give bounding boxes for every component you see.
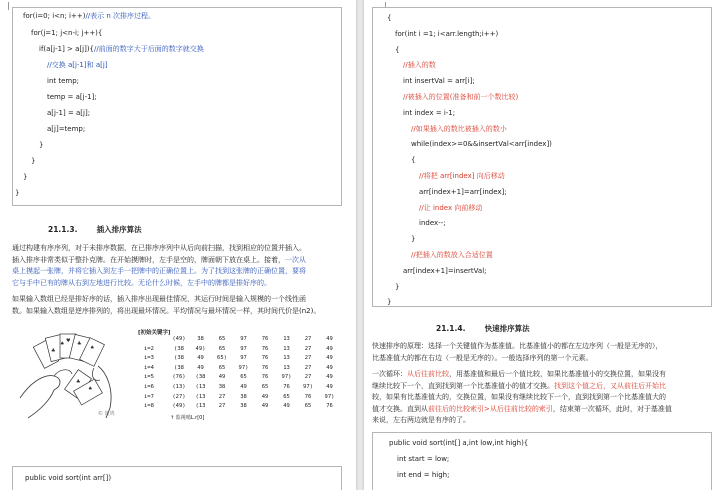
highlighted-text: 前往后的比较索引>从后往前比较的索引: [428, 404, 553, 413]
table-cell: 49: [326, 336, 333, 342]
code-text: temp = a[j-1];: [47, 93, 97, 101]
table-cell: 65: [218, 345, 226, 352]
left-page: [0, 0, 356, 490]
table-cell: 65: [304, 403, 312, 410]
table-cell: 49: [326, 364, 333, 371]
highlighted-text: 找到这个值之后，又从前往后开始比: [554, 381, 666, 390]
table-cell: (38: [174, 355, 184, 362]
code-comment: //前面的数字大于后面的数字就交换: [94, 45, 204, 53]
svg-text:♣: ♣: [51, 348, 56, 354]
table-cell: 65): [217, 355, 227, 362]
table-cell: 38: [240, 393, 247, 400]
table-cell: (13: [195, 384, 206, 390]
code-text: }: [39, 141, 44, 149]
code-line: int end = high;: [397, 471, 450, 479]
table-cell: 65: [240, 374, 247, 381]
table-cell: 49: [261, 403, 269, 410]
code-line: int start = low;: [397, 455, 450, 463]
table-cell: 97): [238, 364, 249, 371]
code-comment: //将把 arr[index] 向后移动: [419, 172, 505, 180]
svg-text:♣: ♣: [76, 379, 81, 385]
table-cell: 76: [304, 393, 312, 400]
text-run: ，结束第一次循环，此时，对于基准值: [552, 404, 672, 413]
table-row-label: i=2: [144, 345, 154, 352]
table-cell: (13: [195, 393, 206, 400]
code-line: while(index>=0&&insertVal<arr[index]): [411, 140, 552, 149]
table-cell: 27: [304, 364, 312, 371]
section-title: 快速排序算法: [484, 324, 530, 333]
table-cell: 38: [240, 403, 247, 410]
code-text: a[j]=temp;: [47, 125, 86, 133]
code-line: }: [387, 298, 392, 307]
code-line: arr[index+1]=insertVal;: [403, 266, 487, 275]
paragraph-line: 比基准值大的都在右边（一般是无序的）。一般选择序列的第一个元素。: [372, 353, 593, 362]
highlighted-text: 从后往前比较: [407, 370, 449, 378]
table-cell: (38: [195, 374, 206, 381]
code-block-bubble-sort: [12, 7, 342, 206]
paragraph-quicksort-loop: [372, 369, 717, 427]
paragraph-insertion-intro: [12, 243, 347, 289]
paragraph-line: 快速排序的原理：选择一个关键值作为基准值。比基准值小的都在左边序列（一般是无序的），: [372, 342, 663, 350]
table-cell: (27): [172, 393, 186, 400]
code-line: }: [411, 235, 416, 244]
table-cell: (13): [172, 384, 186, 390]
code-line: index--;: [419, 219, 446, 228]
paragraph-line: 数。如果输入数组是逆序排列的，将出现最坏情况。平均情况与最坏情况一样，其时间代价是(n2)。: [12, 306, 321, 315]
code-comment: //插入的数: [403, 61, 436, 70]
table-cell: 97): [281, 374, 292, 381]
highlighted-text: 它与手中已有的牌从右到左地进行比较。无论什么时候，左手中的牌都是排好序的。: [12, 278, 271, 287]
code-line: [47, 77, 79, 86]
paragraph-line: [372, 404, 717, 416]
svg-text:♣: ♣: [77, 341, 82, 347]
table-cell: 13: [283, 355, 290, 362]
table-cell: 65: [218, 364, 226, 371]
code-line: int insertVal = arr[i];: [403, 77, 475, 86]
paragraph-line: [12, 255, 347, 267]
table-cell: (38: [174, 364, 184, 371]
paragraph-line: [372, 381, 717, 393]
table-cell: 27: [304, 374, 312, 381]
table-row-label: i=5: [144, 374, 154, 381]
insertion-sort-table: [138, 328, 348, 422]
table-cell: 76: [261, 374, 269, 381]
paragraph-line: 如果输入数组已经是排好序的话，插入排序出现最佳情况，其运行时间是输入规模的一个线性函: [12, 295, 306, 303]
code-line: {: [395, 45, 400, 54]
table-cell: 13: [283, 336, 290, 342]
table-cell: 76: [261, 336, 269, 342]
table-cell: 13: [283, 364, 290, 371]
code-line: public void sort(int arr[]): [25, 474, 112, 482]
table-cell: 38: [197, 336, 204, 342]
table-cell: (13: [195, 403, 206, 410]
code-line: public void sort(int[] a,int low,int high){: [389, 439, 529, 447]
table-cell: (38: [174, 345, 184, 352]
text-run: 插入排序非常类似于整扑克牌。在开始摸牌时，左手是空的，牌面朝下放在桌上。接着，: [12, 255, 285, 264]
right-page: [364, 0, 720, 490]
table-footer: ↑ 监视哨L.r[0]: [170, 415, 205, 421]
table-row-label: i=8: [144, 403, 154, 410]
svg-text:♠: ♠: [90, 345, 95, 351]
table-cell: 97): [303, 384, 313, 390]
paragraph-line: [12, 266, 347, 278]
code-block-quicksort: [372, 432, 712, 490]
code-line: arr[index+1]=arr[index];: [419, 187, 507, 196]
table-cell: 97: [240, 345, 247, 352]
table-cell: 49: [326, 374, 333, 381]
code-line: [47, 61, 108, 70]
table-cell: 49: [261, 393, 269, 400]
hand-holding-cards-icon: [10, 328, 128, 420]
code-line: [39, 45, 204, 54]
paragraph-line: [12, 278, 347, 290]
text-run: 通过构建有序序列，对于未排序数据，在已排序序列中从后向前扫描，找到相应的位置并插入。: [12, 244, 306, 252]
table-cell: 65: [218, 336, 226, 342]
code-text: a[j-1] = a[j];: [47, 109, 91, 117]
table-cell: 13: [283, 345, 290, 352]
code-block-insertion-sort: [372, 7, 712, 307]
table-cell: 97): [324, 393, 335, 400]
code-line: [23, 173, 27, 182]
paragraph-quicksort-principle: [372, 341, 717, 364]
table-row-label: i=7: [144, 393, 154, 400]
table-cell: 65: [261, 384, 269, 390]
highlighted-text: 一次从: [285, 255, 306, 264]
paragraph-line: [372, 415, 717, 427]
code-text: }: [31, 157, 36, 165]
table-cell: 76: [261, 345, 269, 352]
table-cell: 38: [218, 384, 226, 390]
code-comment: //表示 n 次排序过程。: [85, 12, 156, 20]
table-cell: 76: [283, 384, 290, 390]
table-cell: 49: [326, 384, 333, 390]
section-number: 21.1.4.: [436, 324, 466, 333]
table-title: [初始关键字]: [138, 330, 171, 336]
text-run: 来说，左右两边就是有序的了。: [372, 416, 470, 425]
code-line: int index = i-1;: [403, 108, 456, 117]
table-cell: 65: [283, 393, 290, 400]
code-text: if(a[j-1] > a[j]){: [39, 45, 95, 53]
table-cell: 49: [197, 355, 204, 362]
table-cell: (49): [172, 403, 186, 410]
text-run: 值才交换。直到从: [372, 404, 428, 413]
table-cell: 76: [326, 403, 333, 410]
text-run: 一次循环：: [372, 370, 407, 378]
table-cell: 27: [218, 393, 226, 400]
code-text: int temp;: [47, 77, 80, 85]
text-run: 较: [372, 393, 379, 402]
image-watermark: © 斑鸠: [98, 411, 115, 417]
svg-text:♠: ♠: [88, 386, 93, 392]
text-run: ，如果有比基准值大的，交换位置，如果没有继续比较下一个，直到找到第一个比基准值大的: [379, 393, 666, 402]
code-comment: //如果插入的数比被插入的数小: [411, 124, 507, 133]
code-line: for(int i =1; i<arr.length;i++): [395, 29, 499, 38]
table-cell: 76: [261, 364, 269, 371]
code-comment: //交换 a[j-1]和 a[j]: [47, 61, 108, 69]
table-cell: 49: [197, 364, 204, 371]
table-cell: 97: [240, 355, 247, 362]
paragraph-line: [372, 392, 717, 404]
code-line: {: [387, 14, 392, 22]
table-row-label: i=4: [144, 364, 154, 371]
code-line: [39, 141, 43, 150]
svg-text:♥: ♥: [66, 338, 71, 344]
highlighted-text: 桌上摸起一张牌，并将它插入到左手一把牌中的正确位置上。为了找到这张牌的正确位置，要将: [12, 267, 306, 276]
table-cell: 97: [240, 336, 247, 342]
paragraph-insertion-complexity: [12, 294, 347, 317]
playing-cards-illustration: [10, 328, 128, 420]
table-cell: 27: [304, 336, 312, 342]
table-row-label: i=6: [144, 384, 154, 390]
text-run: 继续比较下一个，直到找到第一个比基准值小的值才交换。: [372, 381, 554, 390]
table-cell: 27: [304, 355, 312, 362]
code-line: [47, 93, 97, 102]
text-run: ，用基准值和最后一个值比较，如果比基准值小的交换位置，如果没有: [449, 370, 666, 378]
code-line: {: [411, 156, 416, 165]
code-line: [47, 125, 85, 134]
code-comment: //把插入的数放入合适位置: [411, 251, 493, 259]
code-line: [15, 189, 19, 198]
table-cell: 27: [218, 403, 226, 410]
table-cell: 76: [261, 355, 269, 362]
paragraph-line: [372, 369, 717, 381]
section-number: 21.1.3.: [48, 225, 78, 234]
table-cell: 49): [195, 345, 206, 352]
section-heading: [436, 323, 530, 334]
table-cell: 49: [218, 374, 226, 381]
code-comment: //被插入的位置(准备和前一个数比较): [403, 93, 519, 101]
code-line: }: [395, 282, 400, 291]
table-cell: 49: [283, 403, 290, 410]
table-row-label: i=3: [144, 355, 154, 362]
code-text: for(i=0; i<n; i++): [23, 12, 86, 20]
paragraph-line: [12, 243, 347, 255]
table-cell: (76): [172, 374, 186, 381]
table-cell: 49: [326, 345, 333, 352]
code-line: [47, 109, 90, 118]
table-cell: 49: [326, 355, 333, 362]
code-text: for(j=1; j<n-i; j++){: [31, 29, 103, 37]
code-line: [31, 157, 35, 166]
code-text: }: [15, 189, 20, 197]
svg-text:♠: ♠: [60, 341, 65, 347]
table-cell: 49: [240, 384, 247, 390]
section-title: 插入排序算法: [96, 225, 142, 234]
code-text: }: [23, 173, 28, 181]
table-cell: 27: [304, 345, 312, 352]
table-cell: (49): [172, 336, 186, 342]
code-line: [31, 29, 102, 38]
code-block-sort-signature: [12, 466, 342, 490]
code-line: [23, 12, 155, 21]
section-heading: [48, 224, 142, 235]
code-comment: //让 index 向前移动: [419, 203, 483, 212]
